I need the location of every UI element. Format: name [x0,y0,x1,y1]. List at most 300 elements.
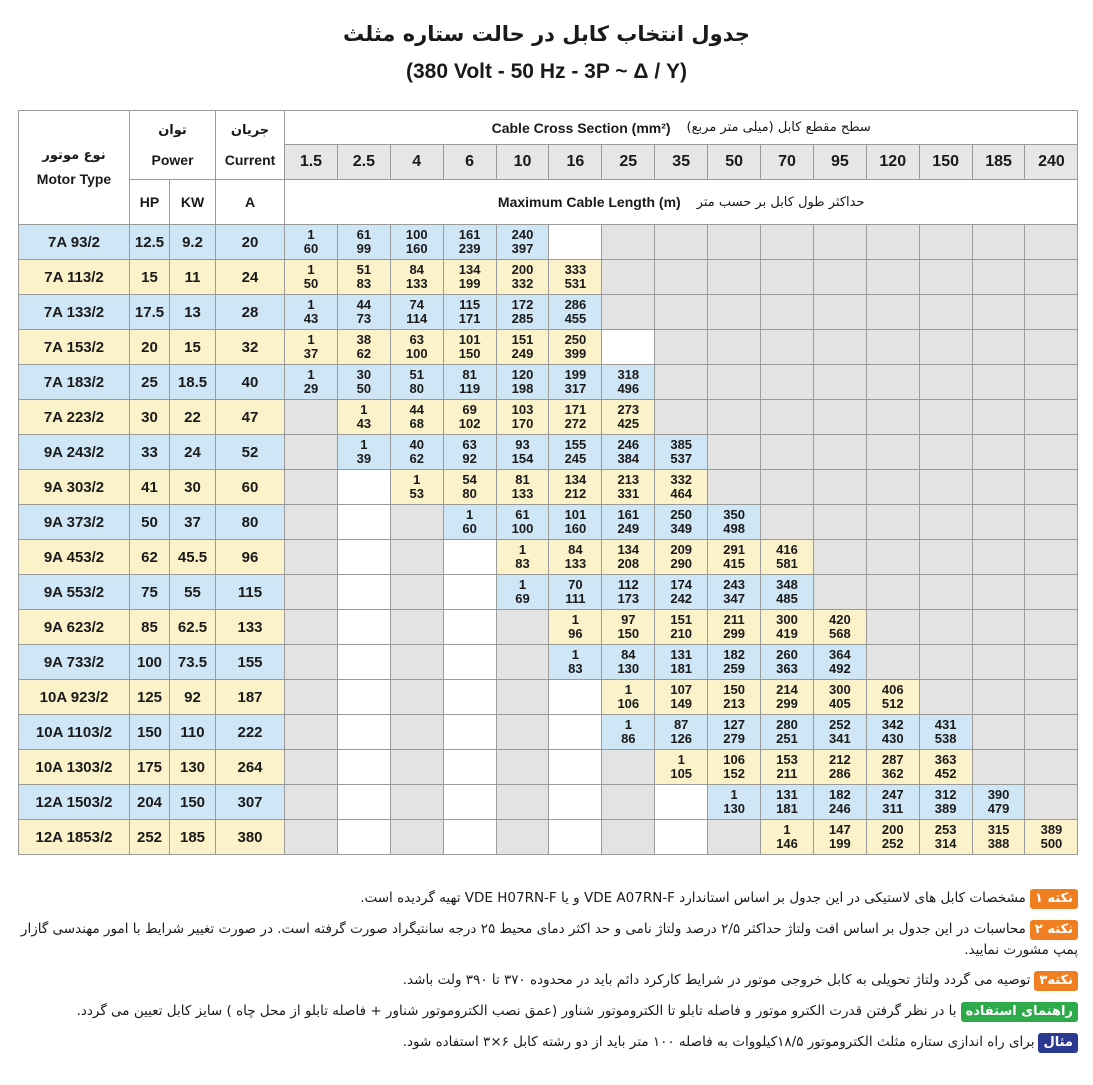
length-cell [496,505,549,540]
length-max: 464 [670,486,693,501]
length-cell [549,435,602,470]
empty-cell [761,505,814,540]
length-cell [761,645,814,680]
row-a: 380 [216,820,285,855]
empty-cell [1025,575,1078,610]
length-min: 385 [670,437,693,452]
empty-cell [813,575,866,610]
length-cell [285,225,338,260]
empty-cell [708,820,761,855]
length-min: 252 [829,717,851,732]
note-line [20,919,1078,960]
table-row [19,330,1078,365]
empty-cell [1025,750,1078,785]
length-max: 171 [458,311,481,326]
length-max: 251 [776,731,798,746]
length-max: 479 [987,801,1010,816]
empty-cell [708,400,761,435]
empty-cell [708,435,761,470]
note-badge: مثال [1038,1033,1078,1053]
row-a: 32 [216,330,285,365]
empty-cell [602,785,655,820]
row-hp: 85 [130,610,170,645]
length-min: 174 [670,577,693,592]
table-row [19,785,1078,820]
length-cell [761,575,814,610]
page-title-en: (380 Volt - 50 Hz - 3P ~ Δ / Y) [406,60,687,83]
length-cell [602,575,655,610]
size-header-cell: 150 [919,145,972,180]
length-cell [813,820,866,855]
empty-cell [655,785,708,820]
row-kw: 15 [170,330,216,365]
row-hp: 175 [130,750,170,785]
empty-cell [761,260,814,295]
empty-cell [708,260,761,295]
length-max: 568 [829,626,851,641]
empty-cell [602,225,655,260]
length-max: 173 [617,591,640,606]
power-fa: توان [158,122,187,138]
length-min: 406 [881,682,904,697]
empty-cell [972,505,1025,540]
length-min: 260 [776,647,798,662]
length-cell [496,365,549,400]
length-cell [813,750,866,785]
empty-cell [443,610,496,645]
size-header-cell: 35 [655,145,708,180]
row-model: 9A 303/2 [19,470,130,505]
length-max: 512 [881,696,904,711]
empty-cell [972,435,1025,470]
row-hp: 252 [130,820,170,855]
empty-cell [866,365,919,400]
note-line [20,970,1078,991]
row-model: 7A 223/2 [19,400,130,435]
empty-cell [390,540,443,575]
empty-cell [919,505,972,540]
empty-cell [655,400,708,435]
length-min: 211 [723,612,745,627]
length-min: 38 [356,332,372,347]
length-max: 99 [356,241,372,256]
length-min: 134 [617,542,640,557]
length-min: 1 [466,507,474,522]
length-min: 51 [409,367,424,382]
length-cell [708,785,761,820]
empty-cell [390,680,443,715]
size-header-cell: 6 [443,145,496,180]
length-min: 54 [462,472,477,487]
row-model: 10A 1103/2 [19,715,130,750]
row-kw: 37 [170,505,216,540]
length-max: 60 [462,521,477,536]
length-max: 363 [776,661,798,676]
length-cell [549,295,602,330]
empty-cell [866,575,919,610]
length-cell [390,400,443,435]
empty-cell [919,610,972,645]
empty-cell [708,295,761,330]
current-fa: جریان [230,122,270,138]
empty-cell [602,330,655,365]
empty-cell [919,435,972,470]
length-max: 170 [511,416,534,431]
length-cell [443,365,496,400]
length-cell [549,400,602,435]
row-kw: 13 [170,295,216,330]
length-min: 127 [723,717,745,732]
note-line [20,1032,1078,1053]
length-cell [337,330,390,365]
row-hp: 62 [130,540,170,575]
length-min: 112 [617,577,639,592]
empty-cell [972,295,1025,330]
row-hp: 15 [130,260,170,295]
empty-cell [919,330,972,365]
table-row [19,225,1078,260]
length-cell [496,575,549,610]
empty-cell [866,225,919,260]
size-header-cell: 10 [496,145,549,180]
cable-table [18,110,1078,855]
note-text: با در نظر گرفتن قدرت الکترو موتور و فاصله تابلو تا الکتروموتور شناور (عمق نصب الکتروموتور شناور + فاصله تابلو از محل چاه ) سایز کابل تعیین می گردد. [76,1003,957,1019]
row-model: 12A 1503/2 [19,785,130,820]
row-model: 9A 243/2 [19,435,130,470]
length-cell [496,400,549,435]
row-hp: 100 [130,645,170,680]
length-max: 100 [405,346,428,361]
length-max: 389 [934,801,957,816]
length-max: 37 [303,346,319,361]
length-max: 286 [829,766,851,781]
max-length-fa: حداکثر طول کابل بر حسب متر [696,194,865,210]
length-cell [549,330,602,365]
length-min: 214 [776,682,798,697]
length-max: 210 [670,626,693,641]
empty-cell [761,330,814,365]
row-a: 20 [216,225,285,260]
length-max: 73 [356,311,372,326]
length-cell [496,260,549,295]
length-max: 397 [511,241,534,256]
length-cell [655,680,708,715]
length-max: 362 [881,766,904,781]
length-min: 1 [413,472,421,487]
page-title-fa: جدول انتخاب کابل در حالت ستاره مثلث [343,22,750,46]
length-min: 103 [511,402,534,417]
length-cell [655,540,708,575]
row-a: 80 [216,505,285,540]
length-max: 80 [462,486,477,501]
length-cell [813,610,866,645]
empty-cell [337,715,390,750]
empty-cell [761,365,814,400]
empty-cell [1025,470,1078,505]
row-model: 10A 1303/2 [19,750,130,785]
length-cell [919,715,972,750]
size-header-cell: 185 [972,145,1025,180]
empty-cell [1025,505,1078,540]
empty-cell [285,715,338,750]
length-cell [337,365,390,400]
length-cell [285,295,338,330]
length-cell [813,680,866,715]
note-text: برای راه اندازی ستاره مثلث الکتروموتور ۱۸/۵کیلووات به فاصله ۱۰۰ متر باید از دو رشته کابل ۶×۳ استفاده شود. [402,1034,1035,1050]
row-kw: 150 [170,785,216,820]
hp-header: HP [130,180,170,225]
empty-cell [337,680,390,715]
empty-cell [761,400,814,435]
length-max: 39 [356,451,372,466]
length-max: 92 [462,451,477,466]
length-min: 84 [409,262,424,277]
length-min: 134 [458,262,481,277]
length-max: 213 [723,696,745,711]
length-cell [443,260,496,295]
empty-cell [337,540,390,575]
empty-cell [1025,365,1078,400]
length-max: 130 [617,661,640,676]
motor-type-en: Motor Type [36,171,112,187]
length-cell [813,715,866,750]
length-min: 81 [515,472,530,487]
table-row [19,750,1078,785]
size-header-cell: 25 [602,145,655,180]
length-max: 68 [409,416,424,431]
length-cell [708,645,761,680]
power-en: Power [151,151,194,168]
empty-cell [972,470,1025,505]
length-min: 350 [723,507,745,522]
row-a: 47 [216,400,285,435]
length-cell [549,610,602,645]
length-min: 70 [568,577,583,592]
length-min: 182 [723,647,745,662]
empty-cell [919,365,972,400]
row-hp: 12.5 [130,225,170,260]
length-max: 455 [564,311,587,326]
empty-cell [390,610,443,645]
length-max: 160 [405,241,428,256]
empty-cell [390,715,443,750]
length-cell [708,505,761,540]
length-max: 252 [881,836,904,851]
length-min: 84 [568,542,583,557]
length-cell [919,820,972,855]
row-hp: 17.5 [130,295,170,330]
length-cell [866,820,919,855]
length-cell [761,820,814,855]
length-min: 420 [829,612,851,627]
note-badge: نکته ۲ [1030,920,1078,940]
empty-cell [761,225,814,260]
empty-cell [443,785,496,820]
length-min: 209 [670,542,693,557]
length-cell [443,225,496,260]
empty-cell [549,820,602,855]
empty-cell [1025,330,1078,365]
max-length-header [285,180,1078,225]
length-min: 212 [829,752,851,767]
row-model: 12A 1853/2 [19,820,130,855]
empty-cell [972,610,1025,645]
length-max: 279 [723,731,745,746]
length-min: 61 [356,227,372,242]
length-max: 249 [617,521,640,536]
row-a: 40 [216,365,285,400]
empty-cell [708,225,761,260]
length-min: 318 [617,367,640,382]
length-cell [866,715,919,750]
empty-cell [285,645,338,680]
length-min: 333 [564,262,587,277]
empty-cell [337,785,390,820]
size-header-cell: 120 [866,145,919,180]
length-min: 61 [515,507,530,522]
length-cell [602,400,655,435]
table-row [19,540,1078,575]
size-header-cell: 95 [813,145,866,180]
table-row [19,470,1078,505]
length-min: 120 [511,367,534,382]
empty-cell [285,575,338,610]
length-max: 96 [568,626,583,641]
note-text: توصیه می گردد ولتاژ تحویلی به کابل خروجی موتور در شرایط کارکرد دائم باید در محدوده ۳۷۰ تا ۳۹۰ ولت باشد. [402,972,1031,988]
row-model: 9A 733/2 [19,645,130,680]
length-cell [390,295,443,330]
empty-cell [443,540,496,575]
length-min: 247 [881,787,904,802]
length-cell [549,645,602,680]
row-kw: 9.2 [170,225,216,260]
row-kw: 185 [170,820,216,855]
length-max: 341 [829,731,851,746]
length-max: 531 [564,276,587,291]
length-max: 384 [617,451,640,466]
row-model: 7A 183/2 [19,365,130,400]
length-max: 100 [511,521,534,536]
row-model: 9A 373/2 [19,505,130,540]
length-max: 349 [670,521,693,536]
length-max: 246 [829,801,851,816]
length-max: 245 [564,451,587,466]
length-max: 331 [617,486,640,501]
length-min: 44 [356,297,372,312]
empty-cell [390,750,443,785]
length-cell [708,750,761,785]
length-cell [496,225,549,260]
length-max: 133 [405,276,428,291]
length-cell [708,575,761,610]
row-kw: 30 [170,470,216,505]
length-min: 286 [564,297,587,312]
length-max: 314 [934,836,957,851]
size-header-cell: 240 [1025,145,1078,180]
row-kw: 24 [170,435,216,470]
length-max: 150 [617,626,640,641]
length-cell [761,610,814,645]
length-min: 1 [677,752,685,767]
row-hp: 50 [130,505,170,540]
length-min: 107 [670,682,693,697]
empty-cell [549,750,602,785]
length-max: 272 [564,416,587,431]
length-cell [549,365,602,400]
length-max: 181 [670,661,693,676]
row-hp: 30 [130,400,170,435]
length-min: 1 [307,262,315,277]
length-max: 430 [881,731,904,746]
empty-cell [443,750,496,785]
length-min: 44 [409,402,424,417]
length-min: 243 [723,577,745,592]
length-cell [443,470,496,505]
length-cell [602,435,655,470]
table-row [19,645,1078,680]
row-model: 10A 923/2 [19,680,130,715]
empty-cell [813,435,866,470]
length-cell [761,540,814,575]
length-max: 537 [670,451,693,466]
length-cell [549,540,602,575]
empty-cell [443,680,496,715]
row-a: 155 [216,645,285,680]
length-min: 1 [571,647,580,662]
empty-cell [390,785,443,820]
length-min: 199 [564,367,587,382]
length-max: 133 [511,486,534,501]
empty-cell [1025,645,1078,680]
empty-cell [972,330,1025,365]
length-cell [919,750,972,785]
length-cell [972,785,1025,820]
length-cell [602,470,655,505]
length-max: 388 [987,836,1010,851]
length-min: 364 [829,647,851,662]
empty-cell [972,540,1025,575]
empty-cell [866,435,919,470]
length-min: 363 [934,752,957,767]
length-cell [655,435,708,470]
length-min: 273 [617,402,640,417]
empty-cell [919,575,972,610]
length-cell [813,645,866,680]
row-hp: 75 [130,575,170,610]
empty-cell [337,470,390,505]
empty-cell [655,260,708,295]
length-cell [602,715,655,750]
note-line [20,888,1078,909]
length-cell [708,540,761,575]
length-max: 181 [776,801,798,816]
length-max: 62 [356,346,372,361]
empty-cell [337,820,390,855]
length-cell [549,505,602,540]
empty-cell [919,260,972,295]
length-max: 43 [303,311,319,326]
empty-cell [285,680,338,715]
length-min: 81 [462,367,477,382]
row-kw: 110 [170,715,216,750]
length-min: 134 [564,472,587,487]
cross-section-header [285,111,1078,145]
empty-cell [813,295,866,330]
empty-cell [1025,680,1078,715]
row-model: 7A 133/2 [19,295,130,330]
length-max: 83 [356,276,372,291]
length-cell [443,400,496,435]
